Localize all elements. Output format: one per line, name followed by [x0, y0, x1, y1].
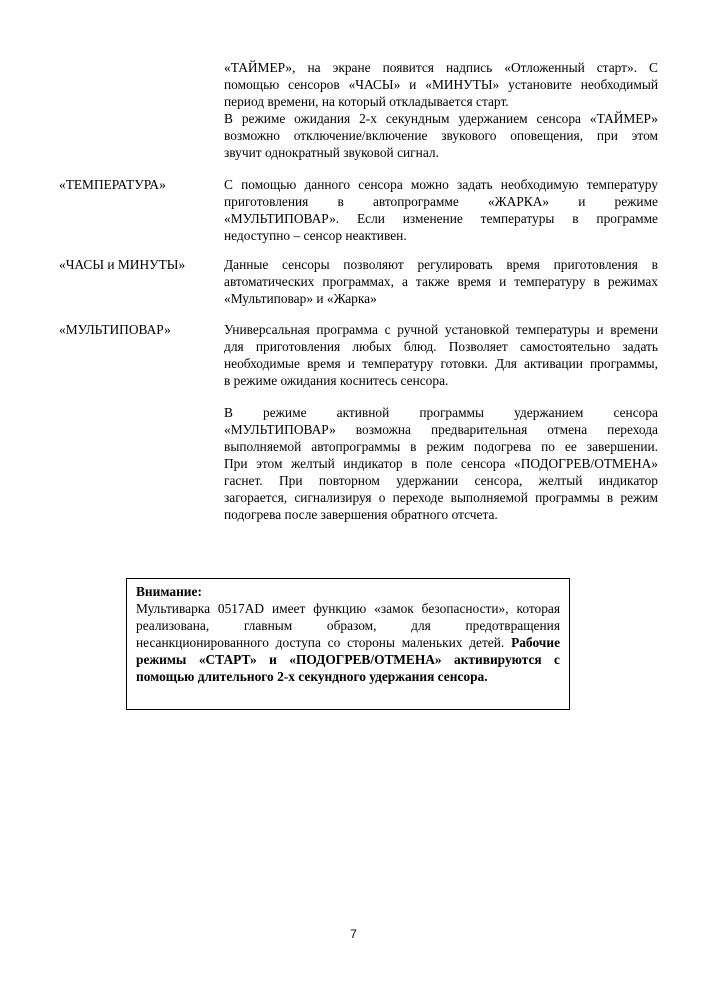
- timer-line: помощью сенсоров «ЧАСЫ» и «МИНУТЫ» установите необходимый: [224, 77, 658, 92]
- notice-line: [136, 634, 560, 651]
- multicook-line: подогрева после завершения обратного отсчета.: [224, 507, 498, 522]
- timer-line: «ТАЙМЕР», на экране появится надпись «Отложенный старт». С: [224, 60, 658, 75]
- notice-text: несанкционированного доступа со стороны маленьких детей.: [136, 635, 505, 650]
- timer-line: возможно отключение/включение звукового оповещения, при этом: [224, 128, 658, 143]
- notice-line: помощью длительного 2-х секундного удержания сенсора.: [136, 669, 488, 684]
- notice-line: Мультиварка 0517AD имеет функцию «замок безопасности», которая: [136, 601, 560, 616]
- multicook-line: При этом желтый индикатор в поле сенсора «ПОДОГРЕВ/ОТМЕНА»: [224, 456, 658, 471]
- multicook-line: загорается, сигнализируя о переходе выполняемой программы в режим: [224, 490, 658, 505]
- timer-line: В режиме ожидания 2-х секундным удержанием сенсора «ТАЙМЕР»: [224, 111, 658, 126]
- multicook-description: [224, 321, 658, 389]
- temperature-line: недоступно – сенсор неактивен.: [224, 228, 407, 243]
- multicook-line: «МУЛЬТИПОВАР» возможна предварительная отмена перехода: [224, 422, 658, 437]
- multicook-line: В режиме активной программы удержанием сенсора: [224, 405, 658, 420]
- temperature-description: [224, 176, 658, 244]
- temperature-line: С помощью данного сенсора можно задать необходимую температуру: [224, 177, 658, 192]
- safety-notice-box: [126, 578, 570, 710]
- clock-line: Данные сенсоры позволяют регулировать время приготовления в: [224, 257, 658, 272]
- timer-line: период времени, на который откладывается старт.: [224, 94, 509, 109]
- notice-title: Внимание:: [136, 584, 202, 599]
- notice-bold-text: Рабочие: [511, 635, 561, 650]
- multicook-line: выполняемой автопрограммы в режим подогрева по ее завершении.: [224, 439, 658, 454]
- multicook-description-2: [224, 404, 658, 523]
- temperature-term: «ТЕМПЕРАТУРА»: [59, 177, 166, 192]
- clock-term: «ЧАСЫ и МИНУТЫ»: [59, 257, 186, 272]
- multicook-line: гаснет. При повторном удержании сенсора, желтый индикатор: [224, 473, 658, 488]
- notice-line: реализована, главным образом, для предотвращения: [136, 618, 560, 633]
- temperature-line: приготовления в автопрограмме «ЖАРКА» и режиме: [224, 194, 658, 209]
- notice-line: режимы «СТАРТ» и «ПОДОГРЕВ/ОТМЕНА» активируются с: [136, 652, 560, 667]
- multicook-line: Универсальная программа с ручной установкой температуры и времени: [224, 322, 658, 337]
- multicook-line: необходимые время и температуру готовки. Для активации программы,: [224, 356, 658, 371]
- temperature-line: «МУЛЬТИПОВАР». Если изменение температуры в программе: [224, 211, 658, 226]
- timer-line: звучит однократный звуковой сигнал.: [224, 145, 439, 160]
- multicook-term: «МУЛЬТИПОВАР»: [59, 322, 171, 337]
- timer-description: [224, 59, 658, 161]
- multicook-line: в режиме ожидания коснитесь сенсора.: [224, 373, 449, 388]
- clock-description: [224, 256, 658, 307]
- multicook-line: для приготовления любых блюд. Позволяет самостоятельно задать: [224, 339, 658, 354]
- clock-line: автоматических программах, а также время и температуру в режимах: [224, 274, 658, 289]
- page-number: 7: [350, 927, 357, 941]
- clock-line: «Мультиповар» и «Жарка»: [224, 291, 377, 306]
